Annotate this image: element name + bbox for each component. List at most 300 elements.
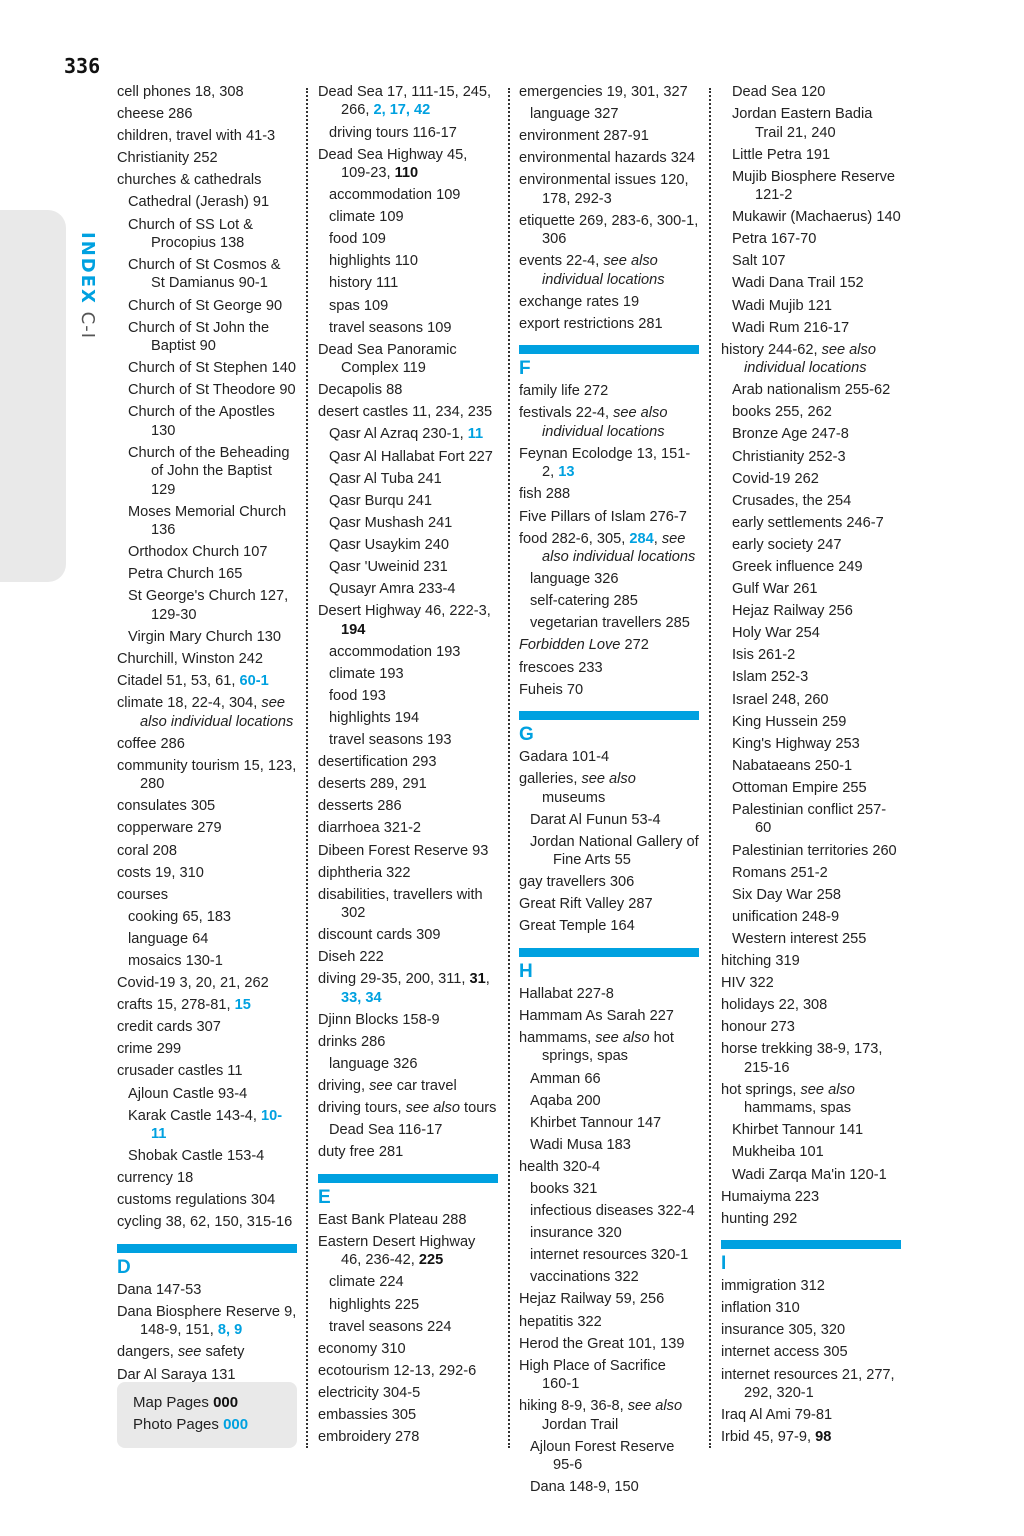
entry-text: Dar Al Saraya 131 xyxy=(117,1366,236,1383)
entry-text: desserts 286 xyxy=(318,798,402,815)
index-entry xyxy=(519,873,699,891)
index-entry xyxy=(519,83,699,101)
photo-page-ref: 11 xyxy=(467,426,484,443)
index-entry xyxy=(318,1362,498,1380)
index-entry xyxy=(721,996,901,1014)
index-subentry xyxy=(519,1092,699,1110)
entry-text: climate 193 xyxy=(329,665,404,682)
entry-text: Qasr Mushash 241 xyxy=(329,514,453,531)
index-subentry xyxy=(117,908,297,926)
index-subentry xyxy=(117,256,297,293)
entry-text: Ottoman Empire 255 xyxy=(732,779,867,796)
entry-text: Qasr Al Tuba 241 xyxy=(329,470,442,487)
entry-text: books 255, 262 xyxy=(732,404,832,421)
entry-text: cell phones 18, 308 xyxy=(117,84,244,100)
index-subentry xyxy=(721,319,901,337)
entry-text: currency 18 xyxy=(117,1170,194,1187)
index-subentry xyxy=(721,735,901,753)
index-subentry xyxy=(117,297,297,315)
photo-page-ref: 60-1 xyxy=(239,673,269,690)
entry-text: Dana 148-9, 150 xyxy=(530,1479,639,1496)
entry-text: driving tours 116-17 xyxy=(329,124,457,141)
photo-page-ref: 10-11 xyxy=(151,1107,283,1143)
entry-text: Humaiyma 223 xyxy=(721,1188,820,1205)
index-entry xyxy=(117,149,297,167)
entry-text: copperware 279 xyxy=(117,820,222,837)
entry-text: Feynan Ecolodge 13, 151-2, xyxy=(519,445,691,481)
entry-text: King's Highway 253 xyxy=(732,735,860,752)
index-subentry xyxy=(519,1180,699,1198)
entry-text: cycling 38, 62, 150, 315-16 xyxy=(117,1214,293,1231)
entry-text: Covid-19 262 xyxy=(732,470,819,487)
map-page-ref: 110 xyxy=(394,165,419,181)
photo-pages-legend xyxy=(117,1414,297,1436)
see-also-text: see xyxy=(369,1078,393,1095)
index-entry xyxy=(318,83,498,120)
entry-text: Khirbet Tannour 141 xyxy=(732,1122,864,1139)
entry-text: Wadi Mujib 121 xyxy=(732,297,833,314)
entry-text: insurance 320 xyxy=(530,1225,622,1242)
entry-text: Hejaz Railway 59, 256 xyxy=(519,1291,665,1308)
index-subentry xyxy=(318,470,498,488)
entry-text: Jordan Trail xyxy=(542,1416,619,1433)
map-pages-legend xyxy=(117,1392,297,1414)
index-entry xyxy=(519,293,699,311)
index-entry xyxy=(117,1018,297,1036)
index-entry xyxy=(318,602,498,639)
entry-text: self-catering 285 xyxy=(530,593,638,610)
index-subentry xyxy=(721,668,901,686)
index-subentry xyxy=(117,543,297,561)
index-entry xyxy=(318,775,498,793)
entry-text: food 109 xyxy=(329,231,386,248)
section-letter: G xyxy=(519,724,534,746)
entry-text: Wadi Zarqa Ma'in 120-1 xyxy=(732,1166,887,1183)
entry-text: Dana 147-53 xyxy=(117,1281,202,1298)
index-subentry xyxy=(318,230,498,248)
index-subentry xyxy=(117,952,297,970)
index-entry xyxy=(318,842,498,860)
index-entry xyxy=(117,735,297,753)
index-subentry xyxy=(721,886,901,904)
entry-text: early society 247 xyxy=(732,536,842,553)
legend-box xyxy=(117,1382,297,1448)
index-entry xyxy=(117,171,297,189)
entry-text: hiking 8-9, 36-8, xyxy=(519,1398,628,1415)
entry-text: highlights 225 xyxy=(329,1296,420,1313)
photo-page-ref: 13 xyxy=(558,464,575,481)
entry-text: HIV 322 xyxy=(721,975,774,992)
see-also-text: see also individual locations xyxy=(542,530,696,566)
entry-text: Church of SS Lot & Procopius 138 xyxy=(128,216,253,251)
index-entry xyxy=(117,1169,297,1187)
index-entry xyxy=(519,1335,699,1353)
map-pages-label: Map Pages xyxy=(133,1394,209,1411)
index-entry xyxy=(117,819,297,837)
index-entry xyxy=(117,1062,297,1080)
photo-page-ref: 15 xyxy=(234,997,251,1014)
entry-text: Ajloun Castle 93-4 xyxy=(128,1085,248,1102)
index-subentry xyxy=(117,930,297,948)
entry-text: King Hussein 259 xyxy=(732,713,847,730)
index-entry xyxy=(117,842,297,860)
entry-text: hunting 292 xyxy=(721,1210,798,1227)
index-entry xyxy=(519,127,699,145)
index-subentry xyxy=(721,425,901,443)
entry-text: events 22-4, xyxy=(519,253,604,270)
index-entry xyxy=(117,1040,297,1058)
index-subentry xyxy=(318,492,498,510)
see-also-text: see also xyxy=(627,1398,683,1415)
see-also-text: see also xyxy=(581,771,636,788)
index-entry xyxy=(318,1143,498,1161)
entry-text: credit cards 307 xyxy=(117,1019,221,1036)
index-entry xyxy=(318,381,498,399)
entry-text: Petra Church 165 xyxy=(128,566,243,583)
letter-bar xyxy=(318,1174,498,1183)
entry-text: festivals 22-4, xyxy=(519,405,614,422)
index-entry xyxy=(519,1397,699,1434)
entry-text: cooking 65, 183 xyxy=(128,908,232,925)
index-entry xyxy=(318,1384,498,1402)
entry-text: Qasr Burqu 241 xyxy=(329,492,433,509)
entry-text: Holy War 254 xyxy=(732,625,820,642)
entry-text: Six Day War 258 xyxy=(732,886,841,903)
entry-text: Herod the Great 101, 139 xyxy=(519,1335,685,1352)
entry-text: internet resources 320-1 xyxy=(530,1247,689,1264)
photo-page-ref: 33, 34 xyxy=(341,989,382,1006)
index-subentry xyxy=(721,602,901,620)
entry-text: Citadel 51, 53, 61, xyxy=(117,673,240,690)
entry-text: hot springs, xyxy=(721,1081,801,1098)
index-subentry xyxy=(721,403,901,421)
entry-text: Dead Sea 120 xyxy=(732,84,826,100)
index-column-2 xyxy=(318,83,498,1450)
entry-text: language 326 xyxy=(329,1056,418,1073)
index-subentry xyxy=(117,628,297,646)
section-letter: H xyxy=(519,960,533,982)
index-entry xyxy=(318,948,498,966)
index-entry xyxy=(117,864,297,882)
entry-text: Crusades, the 254 xyxy=(732,492,852,509)
index-subentry xyxy=(318,687,498,705)
index-entry xyxy=(519,1313,699,1331)
index-subentry xyxy=(117,1107,297,1144)
entry-text: etiquette 269, 283-6, 300-1, 306 xyxy=(519,212,699,248)
index-subentry xyxy=(721,448,901,466)
entry-text: driving, xyxy=(318,1078,370,1095)
entry-text: ecotourism 12-13, 292-6 xyxy=(318,1362,477,1379)
entry-text: climate 18, 22-4, 304, xyxy=(117,695,262,712)
entry-text: Isis 261-2 xyxy=(732,647,796,664)
index-entry xyxy=(519,895,699,913)
index-subentry xyxy=(117,381,297,399)
see-also-text: see also xyxy=(800,1081,855,1098)
photo-page-ref: 8, 9 xyxy=(217,1322,243,1339)
entry-text: coral 208 xyxy=(117,842,178,859)
page-number: 336 xyxy=(64,54,101,78)
index-tab-label: INDEX xyxy=(77,232,98,305)
entry-text: Decapolis 88 xyxy=(318,382,403,399)
index-subentry xyxy=(721,146,901,164)
index-subentry xyxy=(519,1070,699,1088)
entry-text: Diseh 222 xyxy=(318,949,384,966)
entry-text: Christianity 252-3 xyxy=(732,448,846,465)
index-entry xyxy=(117,1343,297,1361)
index-subentry xyxy=(721,908,901,926)
entry-text: Shobak Castle 153-4 xyxy=(128,1148,265,1165)
map-page-ref: 194 xyxy=(341,621,366,638)
entry-text: vegetarian travellers 285 xyxy=(530,615,690,632)
entry-text: Five Pillars of Islam 276-7 xyxy=(519,508,687,525)
entry-text: children, travel with 41-3 xyxy=(117,128,276,145)
letter-section-header xyxy=(519,345,699,380)
entry-text: hammams, xyxy=(519,1030,596,1046)
index-subentry xyxy=(318,319,498,337)
entry-text: Christianity 252 xyxy=(117,150,218,167)
entry-text: environmental hazards 324 xyxy=(519,150,696,167)
index-entry xyxy=(721,1366,901,1403)
entry-text: Mukheiba 101 xyxy=(732,1144,824,1161)
entry-text: embroidery 278 xyxy=(318,1429,420,1446)
entry-text: Little Petra 191 xyxy=(732,146,831,163)
index-entry xyxy=(519,171,699,208)
index-subentry xyxy=(318,580,498,598)
index-entry xyxy=(117,1281,297,1299)
index-subentry xyxy=(721,274,901,292)
index-subentry xyxy=(318,425,498,443)
entry-text: Orthodox Church 107 xyxy=(128,544,268,561)
entry-text: travel seasons 224 xyxy=(329,1318,452,1335)
entry-text: Church of the Beheading of John the Baptist 129 xyxy=(128,444,290,498)
entry-text: Great Rift Valley 287 xyxy=(519,896,653,913)
index-entry xyxy=(721,952,901,970)
entry-text: highlights 194 xyxy=(329,709,420,726)
entry-text: diphtheria 322 xyxy=(318,864,411,881)
photo-page-ref: 284 xyxy=(629,530,654,547)
index-entry xyxy=(519,1029,699,1066)
index-entry xyxy=(721,1081,901,1118)
see-also-text: see also individual locations xyxy=(744,341,876,377)
index-subentry xyxy=(519,1268,699,1286)
index-column-3 xyxy=(519,83,699,1500)
index-entry xyxy=(117,1303,297,1340)
entry-text: Qasr Usaykim 240 xyxy=(329,536,450,553)
index-entry xyxy=(117,974,297,992)
entry-text: Gadara 101-4 xyxy=(519,749,610,766)
see-also-text: see xyxy=(177,1344,202,1361)
entry-text: honour 273 xyxy=(721,1019,795,1036)
index-subentry xyxy=(117,565,297,583)
entry-text: Amman 66 xyxy=(530,1070,601,1087)
entry-text: unification 248-9 xyxy=(732,908,840,925)
entry-text: Church of the Apostles 130 xyxy=(128,404,275,439)
entry-text: Qasr Al Hallabat Fort 227 xyxy=(329,448,493,465)
index-subentry xyxy=(721,536,901,554)
entry-text: churches & cathedrals xyxy=(117,172,262,189)
entry-text: inflation 310 xyxy=(721,1300,800,1317)
index-subentry xyxy=(721,757,901,775)
index-entry xyxy=(318,1340,498,1358)
index-subentry xyxy=(721,208,901,226)
index-subentry xyxy=(117,216,297,253)
index-subentry xyxy=(721,297,901,315)
index-subentry xyxy=(721,381,901,399)
entry-text: Irbid 45, 97-9, xyxy=(721,1429,816,1446)
entry-text: Romans 251-2 xyxy=(732,864,828,881)
letter-section-header xyxy=(519,948,699,983)
entry-text: language 326 xyxy=(530,571,619,588)
photo-page-ref: 2, 17, 42 xyxy=(373,102,431,119)
index-entry xyxy=(721,974,901,992)
index-subentry xyxy=(519,1478,699,1496)
entry-text: , xyxy=(485,971,490,988)
index-subentry xyxy=(519,570,699,588)
index-subentry xyxy=(519,105,699,123)
see-also-text: see also individual locations xyxy=(542,405,668,440)
entry-text: Church of St George 90 xyxy=(128,297,283,314)
index-entry xyxy=(318,1033,498,1051)
entry-text: desert castles 11, 234, 235 xyxy=(318,404,493,421)
letter-section-header xyxy=(721,1240,901,1275)
index-entry xyxy=(519,748,699,766)
entry-text: Covid-19 3, 20, 21, 262 xyxy=(117,975,269,992)
entry-text: Karak Castle 143-4, xyxy=(128,1107,262,1124)
index-entry xyxy=(117,127,297,145)
entry-text: Palestinian territories 260 xyxy=(732,842,897,859)
entry-text: travel seasons 193 xyxy=(329,732,452,749)
index-subentry xyxy=(721,470,901,488)
index-entry xyxy=(519,681,699,699)
index-subentry xyxy=(721,580,901,598)
index-subentry xyxy=(318,252,498,270)
index-entry xyxy=(519,149,699,167)
letter-bar xyxy=(721,1240,901,1249)
entry-text: infectious diseases 322-4 xyxy=(530,1203,695,1220)
index-subentry xyxy=(721,230,901,248)
entry-text: health 320-4 xyxy=(519,1158,601,1175)
index-subentry xyxy=(721,930,901,948)
entry-text: Desert Highway 46, 222-3, xyxy=(318,603,491,620)
index-subentry xyxy=(519,1202,699,1220)
entry-text: Dana Biosphere Reserve 9, 148-9, 151, xyxy=(117,1303,297,1339)
entry-text: Virgin Mary Church 130 xyxy=(128,628,282,645)
index-subentry xyxy=(318,1121,498,1139)
entry-text: Iraq Al Ami 79-81 xyxy=(721,1407,833,1424)
index-subentry xyxy=(721,558,901,576)
entry-text: 272 xyxy=(620,637,649,654)
index-subentry xyxy=(318,274,498,292)
see-also-text: Forbidden Love xyxy=(519,637,621,654)
index-subentry xyxy=(318,1273,498,1291)
entry-text: hammams, spas xyxy=(744,1100,852,1117)
photo-pages-label: Photo Pages xyxy=(133,1416,219,1433)
entry-text: Nabataeans 250-1 xyxy=(732,757,853,774)
index-subentry xyxy=(721,864,901,882)
index-subentry xyxy=(117,503,297,540)
map-page-ref: 98 xyxy=(815,1429,832,1446)
letter-section-header xyxy=(318,1174,498,1209)
index-subentry xyxy=(318,297,498,315)
index-entry xyxy=(519,530,699,567)
entry-text: courses xyxy=(117,886,169,903)
entry-text: Darat Al Funun 53-4 xyxy=(530,811,661,828)
entry-text: Qusayr Amra 233-4 xyxy=(329,581,456,598)
letter-bar xyxy=(519,948,699,957)
letter-section-header xyxy=(519,711,699,746)
index-subentry xyxy=(117,403,297,440)
index-entry xyxy=(519,315,699,333)
see-also-text: see also individual locations xyxy=(140,695,294,730)
entry-text: gay travellers 306 xyxy=(519,874,635,891)
index-subentry xyxy=(721,801,901,838)
index-subentry xyxy=(721,492,901,510)
entry-text: Gulf War 261 xyxy=(732,581,818,598)
index-entry xyxy=(117,694,297,731)
index-side-label xyxy=(74,232,98,339)
see-also-text: see also individual locations xyxy=(542,253,665,288)
index-entry xyxy=(519,659,699,677)
index-subentry xyxy=(318,709,498,727)
index-entry xyxy=(117,650,297,668)
index-subentry xyxy=(721,646,901,664)
index-entry xyxy=(721,1321,901,1339)
entry-text: coffee 286 xyxy=(117,735,185,752)
entry-text: Greek influence 249 xyxy=(732,559,863,575)
entry-text: Wadi Rum 216-17 xyxy=(732,319,850,336)
entry-text: Aqaba 200 xyxy=(530,1092,601,1109)
column-divider xyxy=(709,88,711,1448)
index-entry xyxy=(519,404,699,441)
index-subentry xyxy=(721,691,901,709)
index-subentry xyxy=(721,842,901,860)
index-entry xyxy=(519,917,699,935)
index-entry xyxy=(721,341,901,378)
entry-text: Wadi Dana Trail 152 xyxy=(732,275,864,292)
entry-text: crusader castles 11 xyxy=(117,1063,243,1080)
index-entry xyxy=(117,672,297,690)
entry-text: Dead Sea 17, 111-15, 245, 266, xyxy=(318,84,492,119)
index-subentry xyxy=(721,1121,901,1139)
entry-text: customs regulations 304 xyxy=(117,1192,276,1209)
index-subentry xyxy=(519,1136,699,1154)
index-entry xyxy=(318,1406,498,1424)
entry-text: spas 109 xyxy=(329,297,389,314)
entry-text: mosaics 130-1 xyxy=(128,952,223,969)
entry-text: East Bank Plateau 288 xyxy=(318,1211,467,1228)
entry-text: family life 272 xyxy=(519,383,609,400)
index-subentry xyxy=(117,193,297,211)
entry-text: Israel 248, 260 xyxy=(732,691,829,708)
index-entry xyxy=(519,382,699,400)
entry-text: Cathedral (Jerash) 91 xyxy=(128,194,270,211)
section-letter: D xyxy=(117,1256,131,1278)
entry-text: internet resources 21, 277, 292, 320-1 xyxy=(721,1366,895,1401)
index-subentry xyxy=(519,592,699,610)
section-letter: F xyxy=(519,358,531,380)
entry-text: Hejaz Railway 256 xyxy=(732,603,853,620)
entry-text: embassies 305 xyxy=(318,1407,417,1424)
index-entry xyxy=(318,797,498,815)
entry-text: Dead Sea 116-17 xyxy=(329,1122,443,1139)
entry-text: crafts 15, 278-81, xyxy=(117,997,235,1014)
index-entry xyxy=(519,1357,699,1394)
entry-text: holidays 22, 308 xyxy=(721,997,828,1014)
entry-text: Dead Sea Panoramic Complex 119 xyxy=(318,341,457,377)
letter-section-header xyxy=(117,1244,297,1279)
index-entry xyxy=(318,864,498,882)
entry-text: hepatitis 322 xyxy=(519,1313,602,1330)
